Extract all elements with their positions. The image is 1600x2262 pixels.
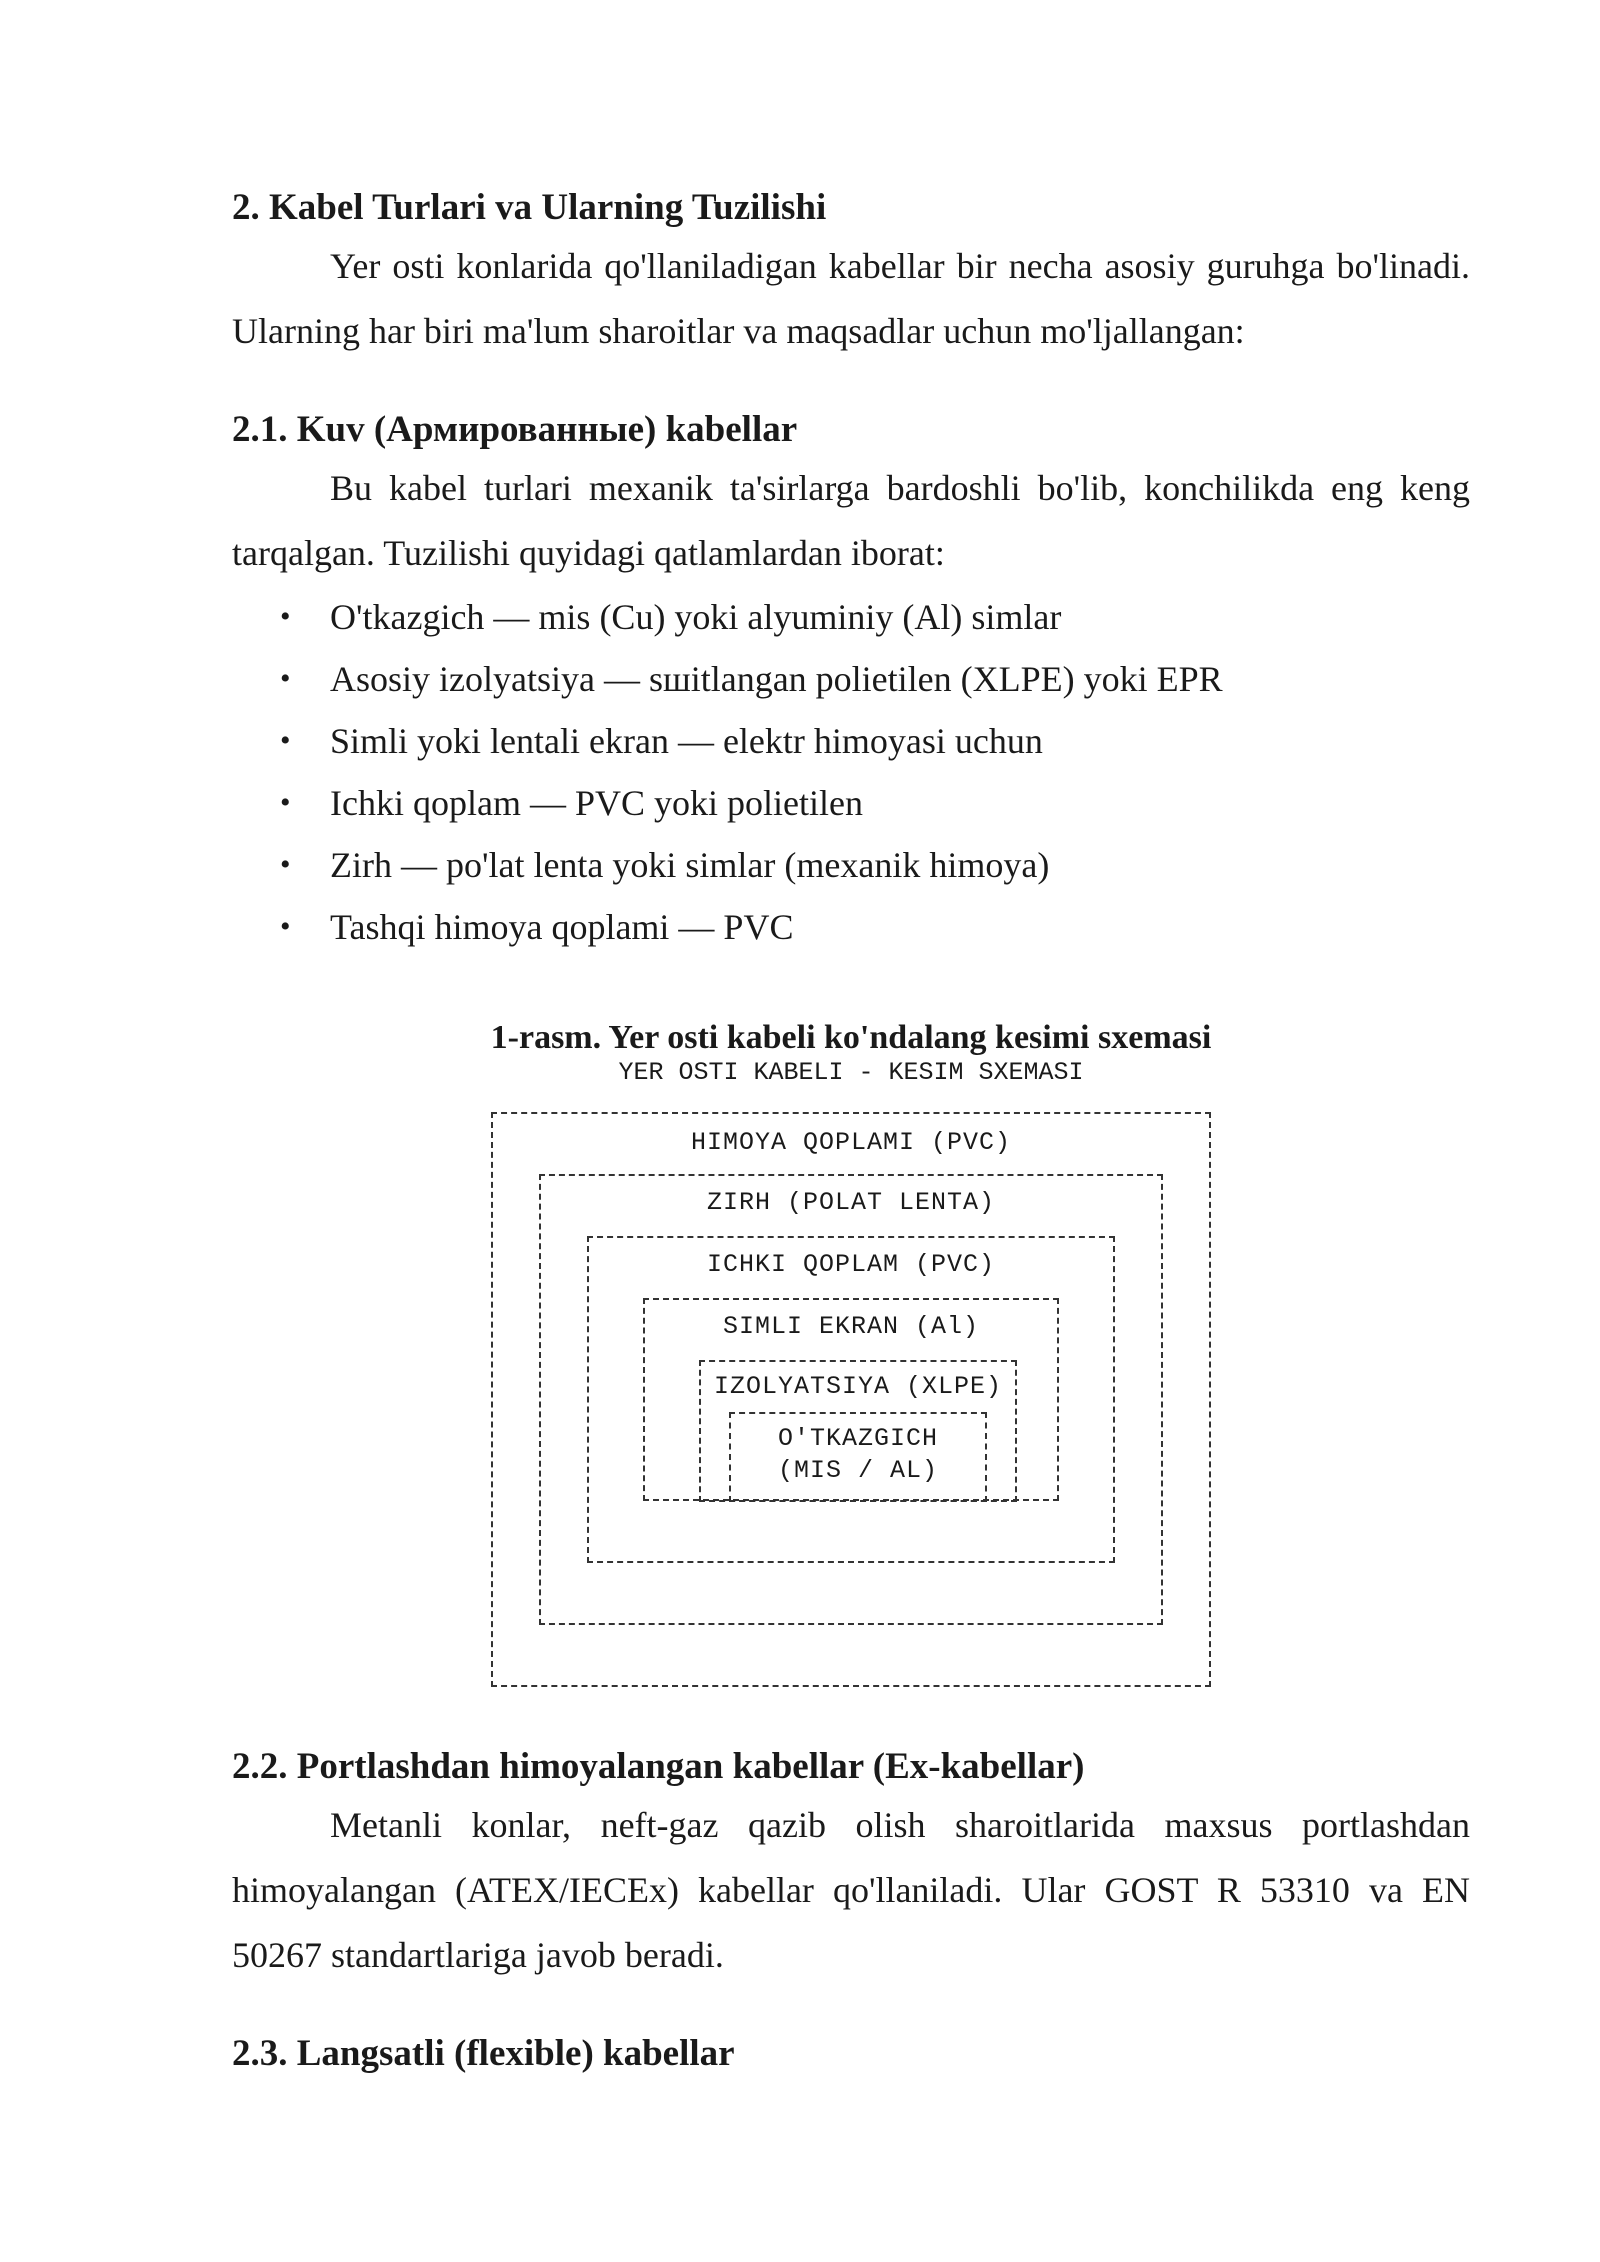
- layer-label-inner-sheath: ICHKI QOPLAM (PVC): [706, 1250, 996, 1279]
- layer-box-conductor: [729, 1412, 987, 1502]
- section-2-2-paragraph: Metanli konlar, neft-gaz qazib olish sharoitlarida maxsus portlashdan himoyalangan (ATEX/IECEx) kabellar qo'llaniladi. Ular GOST R 53310 va EN 50267 standartlariga javob beradi.: [232, 1805, 1470, 1975]
- document-body: [232, 182, 1470, 2080]
- list-item: • Tashqi himoya qoplami — PVC: [232, 896, 1470, 958]
- spacer: [232, 1687, 1470, 1741]
- bullet-icon: •: [280, 910, 291, 943]
- figure-caption: 1-rasm. Yer osti kabeli ko'ndalang kesimi sxemasi: [490, 1019, 1212, 1056]
- list-item: • Simli yoki lentali ekran — elektr himoyasi uchun: [232, 710, 1470, 772]
- bullet-icon: •: [280, 662, 291, 695]
- section-2-2-heading: 2.2. Portlashdan himoyalangan kabellar (Ex-kabellar): [232, 1746, 1085, 1787]
- layer-label-conductor: O'TKAZGICH: [777, 1424, 939, 1453]
- list-item: • O'tkazgich — mis (Cu) yoki alyuminiy (Al) simlar: [232, 586, 1470, 648]
- cable-layer-schema: [491, 1112, 1211, 1687]
- figure-cable-cross-section: [232, 1018, 1470, 1687]
- spacer: [232, 364, 1470, 404]
- layer-label-armor: ZIRH (POLAT LENTA): [706, 1188, 996, 1217]
- figure-subtitle: YER OSTI KABELI - KESIM SXEMASI: [618, 1058, 1084, 1087]
- list-item: • Zirh — po'lat lenta yoki simlar (mexanik himoya): [232, 834, 1470, 896]
- layer-label-conductor-material: (MIS / AL): [777, 1456, 939, 1485]
- bullet-icon: •: [280, 848, 291, 881]
- section-2-3-heading: 2.3. Langsatli (flexible) kabellar: [232, 2033, 735, 2074]
- layer-label-outer-sheath: HIMOYA QOPLAMI (PVC): [690, 1128, 1012, 1157]
- section-2-paragraph: Yer osti konlarida qo'llaniladigan kabellar bir necha asosiy guruhga bo'linadi. Ularning har biri ma'lum sharoitlar va maqsadlar uchun mo'ljallangan:: [232, 246, 1470, 351]
- layer-label-screen: SIMLI EKRAN (Al): [722, 1312, 980, 1341]
- layer-list: [232, 586, 1470, 958]
- list-item: • Asosiy izolyatsiya — sшitlangan polietilen (XLPE) yoki EPR: [232, 648, 1470, 710]
- section-2-1-paragraph: Bu kabel turlari mexanik ta'sirlarga bardoshli bo'lib, konchilikda eng keng tarqalgan. Tuzilishi quyidagi qatlamlardan iborat:: [232, 468, 1470, 573]
- bullet-icon: •: [280, 786, 291, 819]
- bullet-icon: •: [280, 724, 291, 757]
- bullet-icon: •: [280, 600, 291, 633]
- section-2-heading: 2. Kabel Turlari va Ularning Tuzilishi: [232, 187, 827, 228]
- list-item: • Ichki qoplam — PVC yoki polietilen: [232, 772, 1470, 834]
- spacer: [232, 1988, 1470, 2028]
- layer-label-insulation: IZOLYATSIYA (XLPE): [713, 1372, 1003, 1401]
- section-2-1-heading: 2.1. Kuv (Армированные) kabellar: [232, 409, 798, 450]
